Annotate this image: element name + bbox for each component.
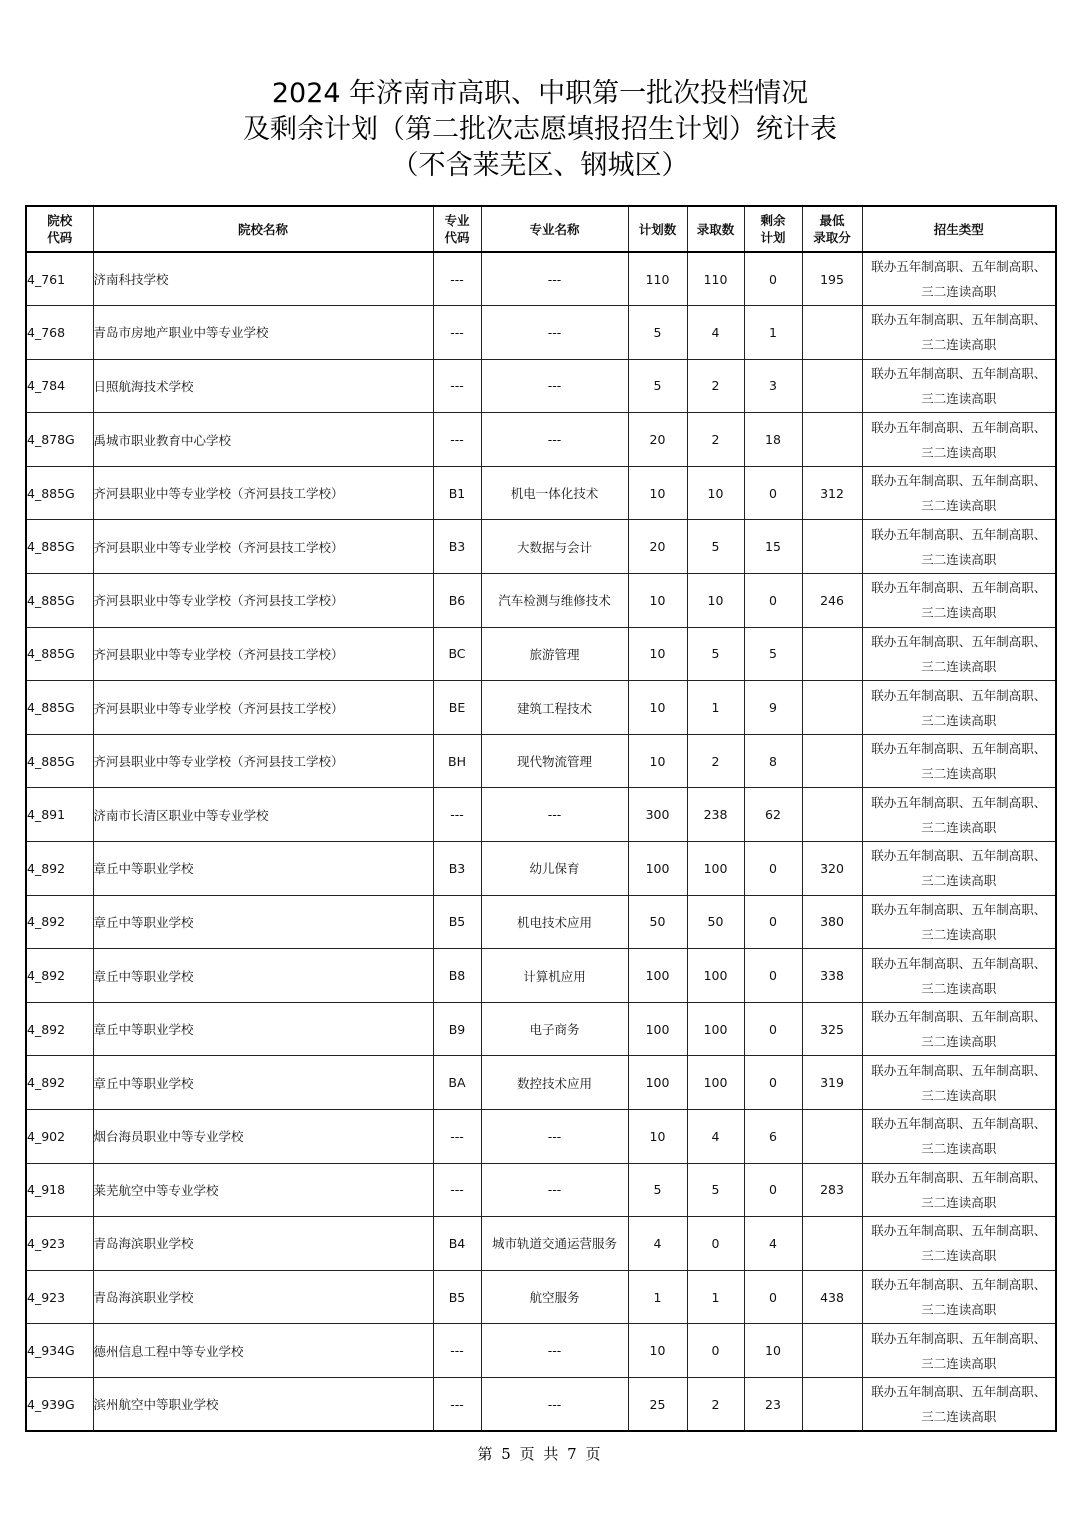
cell-admitted: 5 [687,627,744,681]
header-major-code-line2: 代码 [444,230,470,245]
cell-admitted: 5 [687,1163,744,1217]
cell-type [862,1110,1056,1164]
table-row [26,413,1056,467]
cell-school-name: 莱芜航空中等专业学校 [93,1163,433,1217]
table-row [26,1324,1056,1378]
cell-type-line1: 联办五年制高职、五年制高职、 [871,1384,1047,1400]
cell-admitted: 10 [687,466,744,520]
cell-plan: 10 [628,1110,687,1164]
cell-admitted: 110 [687,252,744,306]
header-plan: 计划数 [628,206,687,252]
cell-major-code: BE [433,681,481,735]
cell-min-score [802,788,862,842]
cell-min-score [802,1110,862,1164]
header-major-code [433,206,481,252]
cell-school-name: 滨州航空中等职业学校 [93,1377,433,1431]
cell-admitted: 100 [687,949,744,1003]
cell-remaining: 15 [744,520,802,574]
cell-admitted: 5 [687,520,744,574]
cell-type-line2: 三二连读高职 [921,498,997,514]
cell-min-score: 325 [802,1002,862,1056]
cell-type-line1: 联办五年制高职、五年制高职、 [871,473,1047,489]
cell-major-name: 幼儿保育 [481,842,628,896]
header-major-code-line1: 专业 [444,213,470,228]
cell-min-score: 319 [802,1056,862,1110]
cell-admitted: 100 [687,1002,744,1056]
cell-type-line2: 三二连读高职 [921,284,997,300]
table-row [26,359,1056,413]
cell-major-name: --- [481,252,628,306]
cell-type-line2: 三二连读高职 [921,1355,997,1371]
cell-type [862,413,1056,467]
table-row [26,1056,1056,1110]
cell-plan: 10 [628,627,687,681]
cell-school-code: 4_885G [26,681,93,735]
cell-plan: 1 [628,1270,687,1324]
cell-school-name: 齐河县职业中等专业学校（齐河县技工学校） [93,574,433,628]
header-school-code-line1: 院校 [47,213,73,228]
cell-type-line1: 联办五年制高职、五年制高职、 [871,312,1047,328]
cell-min-score: 338 [802,949,862,1003]
cell-school-name: 齐河县职业中等专业学校（齐河县技工学校） [93,681,433,735]
cell-remaining: 0 [744,1163,802,1217]
cell-remaining: 0 [744,949,802,1003]
cell-major-name: 建筑工程技术 [481,681,628,735]
cell-major-code: B5 [433,1270,481,1324]
table-row [26,520,1056,574]
table-body [26,252,1056,1431]
cell-type [862,1056,1056,1110]
cell-plan: 5 [628,1163,687,1217]
table-row [26,627,1056,681]
cell-school-name: 齐河县职业中等专业学校（齐河县技工学校） [93,520,433,574]
cell-major-code: B1 [433,466,481,520]
header-type: 招生类型 [862,206,1056,252]
table-row [26,1377,1056,1431]
cell-school-name: 烟台海员职业中等专业学校 [93,1110,433,1164]
cell-type-line2: 三二连读高职 [921,337,997,353]
cell-major-code: BA [433,1056,481,1110]
cell-remaining: 0 [744,252,802,306]
table-row [26,1270,1056,1324]
cell-type-line2: 三二连读高职 [921,444,997,460]
cell-plan: 110 [628,252,687,306]
cell-min-score [802,734,862,788]
cell-school-name: 日照航海技术学校 [93,359,433,413]
cell-major-name: --- [481,1163,628,1217]
table-row [26,1110,1056,1164]
cell-school-name: 齐河县职业中等专业学校（齐河县技工学校） [93,466,433,520]
cell-type-line2: 三二连读高职 [921,390,997,406]
cell-major-name: 现代物流管理 [481,734,628,788]
cell-type-line1: 联办五年制高职、五年制高职、 [871,526,1047,542]
cell-school-name: 章丘中等职业学校 [93,895,433,949]
header-min-score-line1: 最低 [819,213,845,228]
table-row [26,949,1056,1003]
cell-major-name: --- [481,1377,628,1431]
cell-type-line2: 三二连读高职 [921,873,997,889]
cell-plan: 4 [628,1217,687,1271]
cell-school-code: 4_892 [26,949,93,1003]
cell-admitted: 10 [687,574,744,628]
cell-remaining: 3 [744,359,802,413]
cell-major-code: BC [433,627,481,681]
cell-plan: 10 [628,681,687,735]
cell-remaining: 0 [744,574,802,628]
cell-type-line2: 三二连读高职 [921,926,997,942]
cell-min-score: 320 [802,842,862,896]
cell-plan: 300 [628,788,687,842]
table-row [26,306,1056,360]
cell-type-line1: 联办五年制高职、五年制高职、 [871,365,1047,381]
cell-type-line1: 联办五年制高职、五年制高职、 [871,1169,1047,1185]
cell-remaining: 0 [744,466,802,520]
cell-remaining: 5 [744,627,802,681]
cell-school-code: 4_891 [26,788,93,842]
cell-school-name: 青岛市房地产职业中等专业学校 [93,306,433,360]
cell-school-code: 4_923 [26,1270,93,1324]
cell-school-code: 4_885G [26,520,93,574]
cell-admitted: 0 [687,1217,744,1271]
cell-type [862,1217,1056,1271]
cell-min-score [802,1377,862,1431]
cell-major-name: --- [481,1110,628,1164]
cell-school-name: 禹城市职业教育中心学校 [93,413,433,467]
table-row [26,681,1056,735]
cell-type [862,520,1056,574]
cell-type [862,734,1056,788]
cell-school-code: 4_902 [26,1110,93,1164]
cell-major-name: --- [481,359,628,413]
cell-type-line2: 三二连读高职 [921,766,997,782]
cell-major-name: 机电一体化技术 [481,466,628,520]
cell-type [862,681,1056,735]
header-remaining-line1: 剩余 [760,213,786,228]
cell-school-code: 4_885G [26,734,93,788]
cell-school-code: 4_885G [26,574,93,628]
cell-major-name: 计算机应用 [481,949,628,1003]
cell-school-code: 4_768 [26,306,93,360]
cell-major-code: B9 [433,1002,481,1056]
cell-major-name: 城市轨道交通运营服务 [481,1217,628,1271]
cell-plan: 100 [628,842,687,896]
cell-type-line2: 三二连读高职 [921,1194,997,1210]
cell-school-name: 青岛海滨职业学校 [93,1217,433,1271]
cell-school-name: 青岛海滨职业学校 [93,1270,433,1324]
cell-remaining: 10 [744,1324,802,1378]
cell-remaining: 62 [744,788,802,842]
cell-type-line1: 联办五年制高职、五年制高职、 [871,1009,1047,1025]
cell-type-line2: 三二连读高职 [921,658,997,674]
cell-major-code: BH [433,734,481,788]
cell-admitted: 2 [687,413,744,467]
header-school-name: 院校名称 [93,206,433,252]
cell-major-code: --- [433,306,481,360]
cell-type-line1: 联办五年制高职、五年制高职、 [871,901,1047,917]
cell-type-line2: 三二连读高职 [921,819,997,835]
cell-admitted: 4 [687,306,744,360]
cell-type [862,895,1056,949]
cell-major-name: 电子商务 [481,1002,628,1056]
cell-plan: 10 [628,1324,687,1378]
cell-school-code: 4_892 [26,895,93,949]
cell-type-line2: 三二连读高职 [921,1087,997,1103]
table-row [26,895,1056,949]
table-row [26,842,1056,896]
cell-school-code: 4_892 [26,1056,93,1110]
cell-plan: 10 [628,466,687,520]
cell-min-score [802,413,862,467]
cell-major-code: --- [433,1377,481,1431]
cell-major-code: B3 [433,520,481,574]
cell-type-line2: 三二连读高职 [921,551,997,567]
cell-admitted: 2 [687,734,744,788]
cell-major-name: 航空服务 [481,1270,628,1324]
cell-admitted: 0 [687,1324,744,1378]
document-title [0,76,1080,184]
cell-school-code: 4_878G [26,413,93,467]
table-row [26,1163,1056,1217]
cell-type [862,1270,1056,1324]
cell-school-code: 4_934G [26,1324,93,1378]
cell-min-score [802,1217,862,1271]
cell-plan: 10 [628,574,687,628]
cell-major-code: B4 [433,1217,481,1271]
cell-school-code: 4_761 [26,252,93,306]
cell-admitted: 100 [687,842,744,896]
header-major-name: 专业名称 [481,206,628,252]
cell-remaining: 0 [744,1270,802,1324]
cell-type [862,252,1056,306]
cell-admitted: 2 [687,1377,744,1431]
cell-major-name: --- [481,306,628,360]
cell-school-name: 德州信息工程中等专业学校 [93,1324,433,1378]
cell-min-score: 312 [802,466,862,520]
cell-type [862,1163,1056,1217]
cell-admitted: 4 [687,1110,744,1164]
cell-type-line2: 三二连读高职 [921,980,997,996]
cell-school-name: 章丘中等职业学校 [93,949,433,1003]
header-min-score [802,206,862,252]
cell-major-code: --- [433,252,481,306]
cell-remaining: 0 [744,1002,802,1056]
header-school-code [26,206,93,252]
header-admitted: 录取数 [687,206,744,252]
cell-type-line1: 联办五年制高职、五年制高职、 [871,1330,1047,1346]
cell-major-name: --- [481,413,628,467]
cell-plan: 100 [628,949,687,1003]
cell-type-line2: 三二连读高职 [921,1034,997,1050]
cell-min-score [802,681,862,735]
cell-school-code: 4_892 [26,842,93,896]
cell-admitted: 1 [687,681,744,735]
cell-type-line1: 联办五年制高职、五年制高职、 [871,687,1047,703]
cell-plan: 100 [628,1056,687,1110]
cell-school-code: 4_784 [26,359,93,413]
admission-table [25,205,1057,1432]
cell-remaining: 0 [744,1056,802,1110]
cell-min-score [802,627,862,681]
cell-min-score [802,520,862,574]
cell-remaining: 4 [744,1217,802,1271]
cell-major-code: B6 [433,574,481,628]
cell-remaining: 0 [744,842,802,896]
cell-type-line2: 三二连读高职 [921,1409,997,1425]
cell-major-code: --- [433,788,481,842]
table-row [26,1217,1056,1271]
cell-plan: 5 [628,359,687,413]
cell-plan: 50 [628,895,687,949]
cell-major-code: B8 [433,949,481,1003]
cell-admitted: 50 [687,895,744,949]
cell-type [862,627,1056,681]
table-row [26,734,1056,788]
cell-major-code: --- [433,1110,481,1164]
header-remaining [744,206,802,252]
cell-type-line1: 联办五年制高职、五年制高职、 [871,955,1047,971]
cell-type [862,306,1056,360]
table-row [26,466,1056,520]
header-remaining-line2: 计划 [760,230,786,245]
cell-admitted: 238 [687,788,744,842]
header-school-code-line2: 代码 [47,230,73,245]
page-number: 第 5 页 共 7 页 [477,1445,603,1463]
cell-school-name: 济南市长清区职业中等专业学校 [93,788,433,842]
cell-type [862,788,1056,842]
cell-plan: 5 [628,306,687,360]
cell-type-line1: 联办五年制高职、五年制高职、 [871,1062,1047,1078]
cell-type-line1: 联办五年制高职、五年制高职、 [871,419,1047,435]
cell-plan: 100 [628,1002,687,1056]
cell-school-name: 齐河县职业中等专业学校（齐河县技工学校） [93,627,433,681]
cell-major-code: --- [433,359,481,413]
cell-school-name: 章丘中等职业学校 [93,1002,433,1056]
cell-plan: 10 [628,734,687,788]
table-row [26,1002,1056,1056]
cell-remaining: 1 [744,306,802,360]
cell-type-line1: 联办五年制高职、五年制高职、 [871,848,1047,864]
cell-remaining: 9 [744,681,802,735]
cell-major-name: 数控技术应用 [481,1056,628,1110]
cell-type-line1: 联办五年制高职、五年制高职、 [871,580,1047,596]
cell-type [862,1324,1056,1378]
cell-admitted: 2 [687,359,744,413]
cell-admitted: 1 [687,1270,744,1324]
cell-min-score [802,306,862,360]
table-row [26,574,1056,628]
cell-type-line2: 三二连读高职 [921,1302,997,1318]
cell-school-name: 齐河县职业中等专业学校（齐河县技工学校） [93,734,433,788]
cell-major-code: --- [433,413,481,467]
cell-min-score [802,1324,862,1378]
cell-remaining: 23 [744,1377,802,1431]
cell-plan: 25 [628,1377,687,1431]
cell-min-score: 246 [802,574,862,628]
cell-major-code: B3 [433,842,481,896]
cell-major-code: B5 [433,895,481,949]
header-min-score-line2: 录取分 [813,230,851,245]
cell-type-line2: 三二连读高职 [921,1248,997,1264]
cell-min-score: 195 [802,252,862,306]
cell-school-name: 章丘中等职业学校 [93,842,433,896]
cell-major-name: 机电技术应用 [481,895,628,949]
cell-remaining: 18 [744,413,802,467]
cell-remaining: 8 [744,734,802,788]
cell-school-name: 章丘中等职业学校 [93,1056,433,1110]
cell-major-code: --- [433,1324,481,1378]
title-line-2: 及剩余计划（第二批次志愿填报招生计划）统计表 [243,114,837,145]
cell-major-name: 大数据与会计 [481,520,628,574]
cell-type-line1: 联办五年制高职、五年制高职、 [871,259,1047,275]
cell-min-score: 380 [802,895,862,949]
cell-type [862,466,1056,520]
cell-major-name: 旅游管理 [481,627,628,681]
cell-type-line2: 三二连读高职 [921,1141,997,1157]
cell-type [862,574,1056,628]
cell-min-score: 283 [802,1163,862,1217]
cell-school-code: 4_892 [26,1002,93,1056]
cell-type [862,949,1056,1003]
cell-school-code: 4_885G [26,627,93,681]
cell-type-line1: 联办五年制高职、五年制高职、 [871,633,1047,649]
cell-remaining: 6 [744,1110,802,1164]
cell-school-code: 4_918 [26,1163,93,1217]
cell-type-line1: 联办五年制高职、五年制高职、 [871,794,1047,810]
cell-min-score [802,359,862,413]
cell-type-line2: 三二连读高职 [921,712,997,728]
cell-type [862,359,1056,413]
cell-remaining: 0 [744,895,802,949]
cell-major-name: 汽车检测与维修技术 [481,574,628,628]
cell-admitted: 100 [687,1056,744,1110]
cell-type [862,842,1056,896]
cell-type [862,1377,1056,1431]
cell-plan: 20 [628,413,687,467]
table-row [26,252,1056,306]
title-line-3: （不含莱芜区、钢城区） [391,150,689,181]
table-row [26,788,1056,842]
cell-type-line1: 联办五年制高职、五年制高职、 [871,741,1047,757]
cell-type-line1: 联办五年制高职、五年制高职、 [871,1277,1047,1293]
cell-type-line2: 三二连读高职 [921,605,997,621]
cell-school-code: 4_939G [26,1377,93,1431]
cell-type-line1: 联办五年制高职、五年制高职、 [871,1116,1047,1132]
cell-min-score: 438 [802,1270,862,1324]
cell-school-name: 济南科技学校 [93,252,433,306]
cell-type-line1: 联办五年制高职、五年制高职、 [871,1223,1047,1239]
title-line-1: 2024 年济南市高职、中职第一批次投档情况 [271,78,809,109]
cell-major-name: --- [481,788,628,842]
cell-major-code: --- [433,1163,481,1217]
cell-type [862,1002,1056,1056]
cell-school-code: 4_885G [26,466,93,520]
cell-major-name: --- [481,1324,628,1378]
cell-school-code: 4_923 [26,1217,93,1271]
table-header-row [26,206,1056,252]
cell-plan: 20 [628,520,687,574]
